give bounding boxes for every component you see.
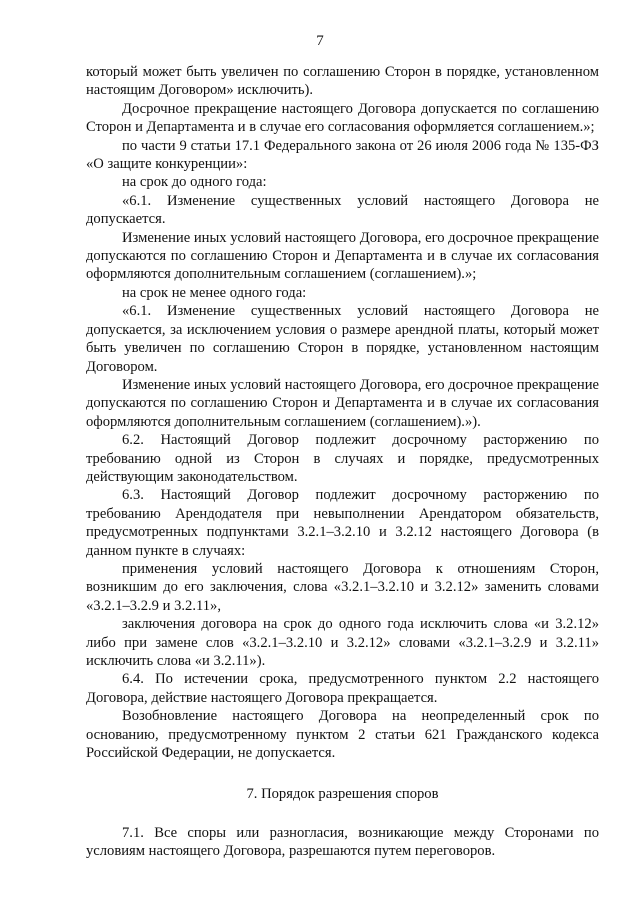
- paragraph: по части 9 статьи 17.1 Федерального закона от 26 июля 2006 года № 135-ФЗ «О защите конкуренции»:: [86, 137, 599, 173]
- paragraph: на срок не менее одного года:: [122, 284, 307, 301]
- paragraph: заключения договора на срок до одного года исключить слова «и 3.2.12» либо при замене слов «3.2.1–3.2.10 и 3.2.12» словами «3.2.1–3.2.9 и 3.2.11» исключить слова «и 3.2.11»).: [86, 616, 599, 669]
- paragraph: Досрочное прекращение настоящего Договора допускается по соглашению Сторон и Департамента и в случае его согласования оформляется соглашением.»;: [86, 100, 599, 136]
- page-number: 7: [316, 33, 324, 49]
- paragraph-continuation: который может быть увеличен по соглашению Сторон в порядке, установленном настоящим Договором» исключить).: [86, 64, 599, 99]
- paragraph: применения условий настоящего Договора к отношениям Сторон, возникшим до его заключения, слова «3.2.1–3.2.10 и 3.2.12» заменить словами «3.2.1–3.2.9 и 3.2.11»,: [86, 560, 599, 614]
- paragraph: Изменение иных условий настоящего Договора, его досрочное прекращение допускаются по соглашению Сторон и Департамента и в случае их согласования оформляются дополнительным соглашением (соглашением).»;: [86, 229, 599, 283]
- document-body: [86, 63, 599, 861]
- paragraph: 6.3. Настоящий Договор подлежит досрочному расторжению по требованию Арендодателя при невыполнении Арендатором обязательств, предусмотренных подпунктами 3.2.1–3.2.10 и 3.2.12 настоящего Договора (в данном пункте в случаях:: [86, 487, 599, 559]
- paragraph: 7.1. Все споры или разногласия, возникающие между Сторонами по условиям настоящего Договора, разрешаются путем переговоров.: [86, 824, 599, 860]
- paragraph: Изменение иных условий настоящего Договора, его досрочное прекращение допускаются по соглашению Сторон и Департамента и в случае их согласования оформляются дополнительным соглашением (соглашением).»).: [86, 376, 599, 430]
- paragraph: на срок до одного года:: [122, 174, 267, 191]
- paragraph: 6.2. Настоящий Договор подлежит досрочному расторжению по требованию одной из Сторон в случаях и порядке, предусмотренных действующим законодательством.: [86, 432, 599, 485]
- section-heading: 7. Порядок разрешения споров: [246, 786, 439, 803]
- paragraph: Возобновление настоящего Договора на неопределенный срок по основанию, предусмотренному пунктом 2 статьи 621 Гражданского кодекса Российской Федерации, не допускается.: [86, 708, 599, 762]
- paragraph: «6.1. Изменение существенных условий настоящего Договора не допускается.: [86, 192, 599, 228]
- paragraph: «6.1. Изменение существенных условий настоящего Договора не допускается, за исключением условия о размере арендной платы, который может быть увеличен по соглашению Сторон в порядке, установленном настоящим Договором.: [86, 303, 599, 375]
- paragraph: 6.4. По истечении срока, предусмотренного пунктом 2.2 настоящего Договора, действие настоящего Договора прекращается.: [86, 671, 599, 706]
